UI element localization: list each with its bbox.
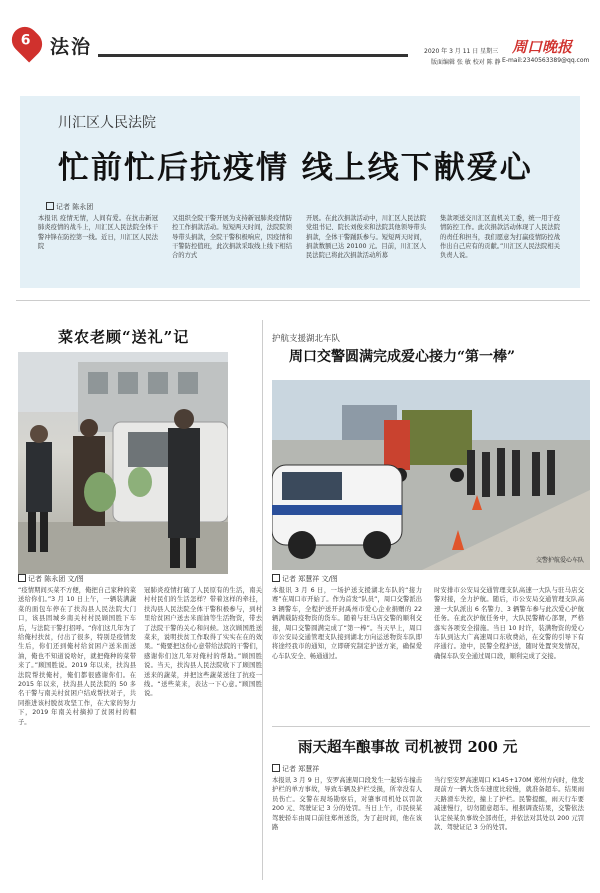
issue-date: 2020 年 3 月 11 日 星期三 (424, 48, 499, 55)
photo-police-escort (272, 380, 590, 570)
right-story-byline (272, 574, 338, 584)
column-divider (262, 320, 263, 880)
right-story-photo (272, 380, 590, 570)
lead-byline (46, 202, 93, 212)
lead-column: 集款项送交川汇区直机关工委，统一用于疫情防控工作。此次捐款活动体现了人民法院的责任和担当，我们愿意为打赢疫情防控战作出自己应有的贡献。”川汇区人民法院相关负责人说。 (440, 215, 560, 260)
lead-columns (38, 214, 562, 280)
byline-marker-icon (272, 574, 280, 582)
right-story-title: 周口交警圆满完成爱心接力“第一棒” (289, 349, 516, 365)
editors-line: 版面编辑 张 敏 校对 陈 静 (431, 59, 501, 66)
byline-marker-icon (46, 202, 54, 210)
right-story-column: 本报讯 3 月 6 日，一场护送支援湖北车队的“接力赛”在周口市开始了。作为首发“队员”，周口交警派出 3 辆警车，全程护送开封禹州市爱心企业捐赠的 22 辆满载防疫物资的货车。随着与驻马店交警的顺利交接，周口交警圆满完成了“第一棒”。当天早上，周口市公安局交通管理支队接到湖北方向运送物资车队即将途经我市的通知，立即研究制定护送方案，确保爱心车队安全、畅通通过。 (272, 587, 422, 660)
lead-column: 又组织全院干警开展为支持新冠肺炎疫情防控工作捐款活动。短短两天时间，法院院领导带头捐款，全院干警积极响应，因疫情和干警防控值班，此次捐款采取线上线下相结合的方式 (172, 215, 292, 260)
second-right-story-column: 当行至安罗高速周口 K145+170M 郑州方向时，他发现前方一辆大货车速度比较慢，就准备超车。结果雨天路滑车失控，撞上了护栏。民警提醒，雨天行车要减速慢行，切勿随意超车。根据调查结果，交警依法认定侯某负事故全部责任，并依法对其处以 200 元罚款、驾驶证记 3 分的处罚。 (434, 777, 584, 832)
left-story-byline-text: 记者 陈永团 文/图 (28, 575, 84, 583)
second-right-story-byline-text: 记者 郑慧祥 (282, 765, 320, 773)
horizontal-divider (16, 300, 590, 301)
left-story-title: 菜农老顾“送礼”记 (58, 328, 190, 346)
right-story-column: 时安排市公安局交通管理支队高速一大队与驻马店交警对接，全力护航。随后，市公安局交通管理支队高速一大队派出 6 名警力、3 辆警车参与此次爱心护航任务。在此次护航任务中，大队民警精心部署，严格落实各项安全措施。当日 10 时许，装满物资的爱心车队到达大广高速周口东收费站，在交警的引导下有序通行。途中，民警全程护送，随时处置突发情况，确保车队安全通过周口段，顺利完成了交接。 (434, 587, 584, 660)
photo-caption: 交警护航爱心车队 (535, 557, 584, 564)
horizontal-divider (272, 726, 590, 727)
lead-byline-text: 记者 陈永团 (56, 203, 94, 211)
left-story-column: 冠肺炎疫情打破了人民原有的生活，南关村村民们的生活怎样？带着这样的牵挂，扶沟县人民法院全体干警积极参与，到村里给贫困户送去米面油等生活物资，带去了法院干警的关心和问候。这次顾国胜送菜来，说明扶贫工作取得了实实在在的效果。“俺要把这份心意带给法院的干警们，感谢你们这几年对俺村的帮助。”顾国胜说。当天，扶沟县人民法院收下了顾国胜送来的蔬菜，并把这些蔬菜送往了抗疫一线。“送些菜来，表达一下心意。”顾国胜说。 (144, 587, 262, 698)
lead-column: 开展。在此次捐款活动中，川汇区人民法院党组书记、院长刘俊来和法院其他领导带头捐款，全体干警踊跃参与。短短两天时间，捐款数额已达 20100 元。目前，川汇区人民法院已将此次捐款活动所募 (306, 215, 426, 260)
lead-kicker: 川汇区人民法院 (58, 115, 156, 131)
second-right-story-column: 本报讯 3 月 9 日，安罗高速周口段发生一起轿车撞击护栏的单方事故，导致车辆及护栏受损，所幸没有人员伤亡。交警在现场勘察后，对肇事司机处以罚款 200 元、驾驶证记 3 分的处罚。当日上午，市民侯某驾驶轿车由周口前往郑州送货，为了赶时间，他在该路 (272, 777, 422, 832)
right-story-kicker: 护航支援湖北车队 (272, 334, 341, 344)
lead-column: 本报讯 疫情无情，人间有爱。在抗击新冠肺炎疫情的战斗上，川汇区人民法院全体干警冲锋在防控第一线。近日，川汇区人民法院 (38, 215, 158, 250)
left-story-columns (18, 586, 268, 884)
page-header (14, 24, 590, 66)
lead-headline: 忙前忙后抗疫情 线上线下献爱心 (58, 150, 533, 186)
lead-story (20, 96, 580, 288)
left-story-column: “疫情期间买菜不方便，俺把自己家种的菜送给你们。”3 月 10 日上午，一辆装满蔬菜的面包车停在了扶沟县人民法院大门口，该县固城乡南关村村民顾国胜下车后，与法院干警打招呼。“你们这几年为了给俺村扶贫，付出了很多，特别是疫情发生后，你们还到俺村给贫困户送米面送油，俺也不知道说啥好，就把俺种的菜带来了。”顾国胜说。2019 年以来，扶沟县法院帮扶俺村，俺们都很感谢你们。在 2015 年以来，扶沟县人民法院的 50 多名干警与南关村贫困户结成帮扶对子，共同推进该村脱贫攻坚工作，在大家的努力下，2019 年南关村摘掉了贫困村的帽子。 (18, 587, 136, 726)
page-number: 6 (20, 32, 31, 49)
contact-email: E-mail:2340563389@qq.com (502, 57, 590, 64)
section-title: 法治 (50, 36, 93, 58)
left-story-byline (18, 574, 84, 584)
right-story-columns (272, 586, 590, 726)
second-right-story-columns (272, 776, 590, 880)
byline-marker-icon (272, 764, 280, 772)
newspaper-logo: 周口晚报 (512, 38, 573, 56)
second-right-story-byline (272, 764, 319, 774)
left-story-photo (18, 352, 228, 574)
header-rule (98, 54, 408, 57)
right-story-byline-text: 记者 郑慧祥 文/图 (282, 575, 338, 583)
page-number-badge (6, 21, 47, 62)
byline-marker-icon (18, 574, 26, 582)
photo-people-van (18, 352, 228, 574)
second-right-story-title: 雨天超车酿事故 司机被罚 200 元 (298, 739, 518, 756)
